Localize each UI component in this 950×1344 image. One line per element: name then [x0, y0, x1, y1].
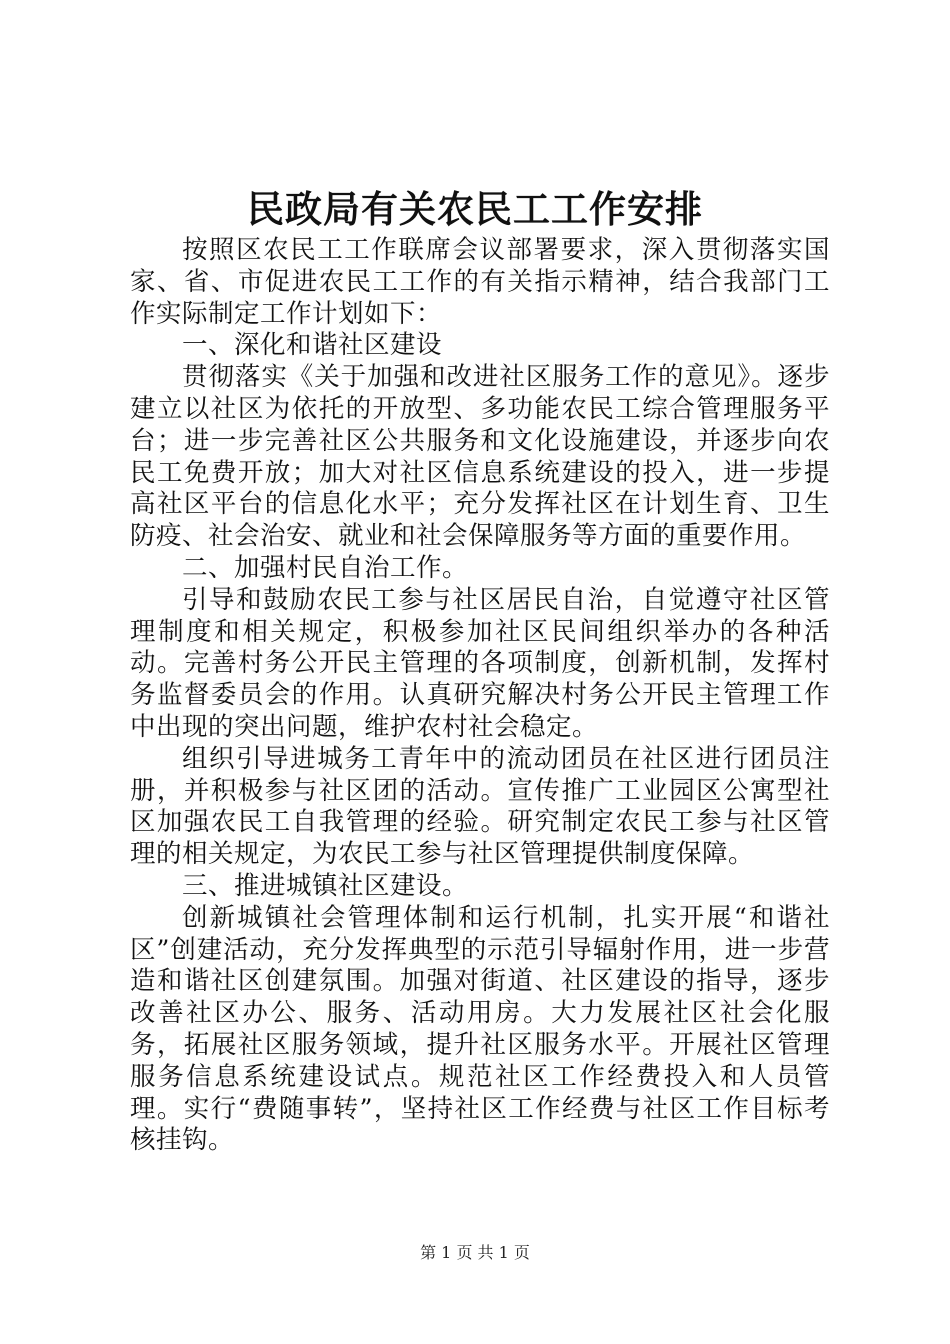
document-body — [130, 235, 830, 1157]
page-footer: 第 1 页 共 1 页 — [420, 1243, 530, 1262]
paragraph-section-2a: 引导和鼓励农民工参与社区居民自治，自觉遵守社区管理制度和相关规定，积极参加社区民间组织举办的各种活动。完善村务公开民主管理的各项制度，创新机制，发挥村务监督委员会的作用。认真研究解决村务公开民主管理工作中出现的突出问题，维护农村社会稳定。 — [130, 584, 830, 742]
section-heading-3: 三、推进城镇社区建设。 — [182, 870, 469, 901]
section-heading-2: 二、加强村民自治工作。 — [182, 552, 469, 583]
paragraph-section-3: 创新城镇社会管理体制和运行机制，扎实开展“和谐社区”创建活动，充分发挥典型的示范引导辐射作用，进一步营造和谐社区创建氛围。加强对街道、社区建设的指导，逐步改善社区办公、服务、活动用房。大力发展社区社会化服务，拓展社区服务领域，提升社区服务水平。开展社区管理服务信息系统建设试点。规范社区工作经费投入和人员管理。实行“费随事转”，坚持社区工作经费与社区工作目标考核挂钩。 — [130, 902, 830, 1156]
paragraph-section-1: 贯彻落实《关于加强和改进社区服务工作的意见》。逐步建立以社区为依托的开放型、多功能农民工综合管理服务平台；进一步完善社区公共服务和文化设施建设，并逐步向农民工免费开放；加大对社区信息系统建设的投入，进一步提高社区平台的信息化水平；充分发挥社区在计划生育、卫生防疫、社会治安、就业和社会保障服务等方面的重要作用。 — [130, 362, 830, 552]
document-title: 民政局有关农民工工作安排 — [247, 187, 703, 231]
paragraph-intro: 按照区农民工工作联席会议部署要求，深入贯彻落实国家、省、市促进农民工工作的有关指示精神，结合我部门工作实际制定工作计划如下： — [130, 235, 830, 329]
section-heading-1: 一、深化和谐社区建设 — [182, 330, 443, 361]
paragraph-section-2b: 组织引导进城务工青年中的流动团员在社区进行团员注册，并积极参与社区团的活动。宣传推广工业园区公寓型社区加强农民工自我管理的经验。研究制定农民工参与社区管理的相关规定，为农民工参与社区管理提供制度保障。 — [130, 743, 830, 870]
